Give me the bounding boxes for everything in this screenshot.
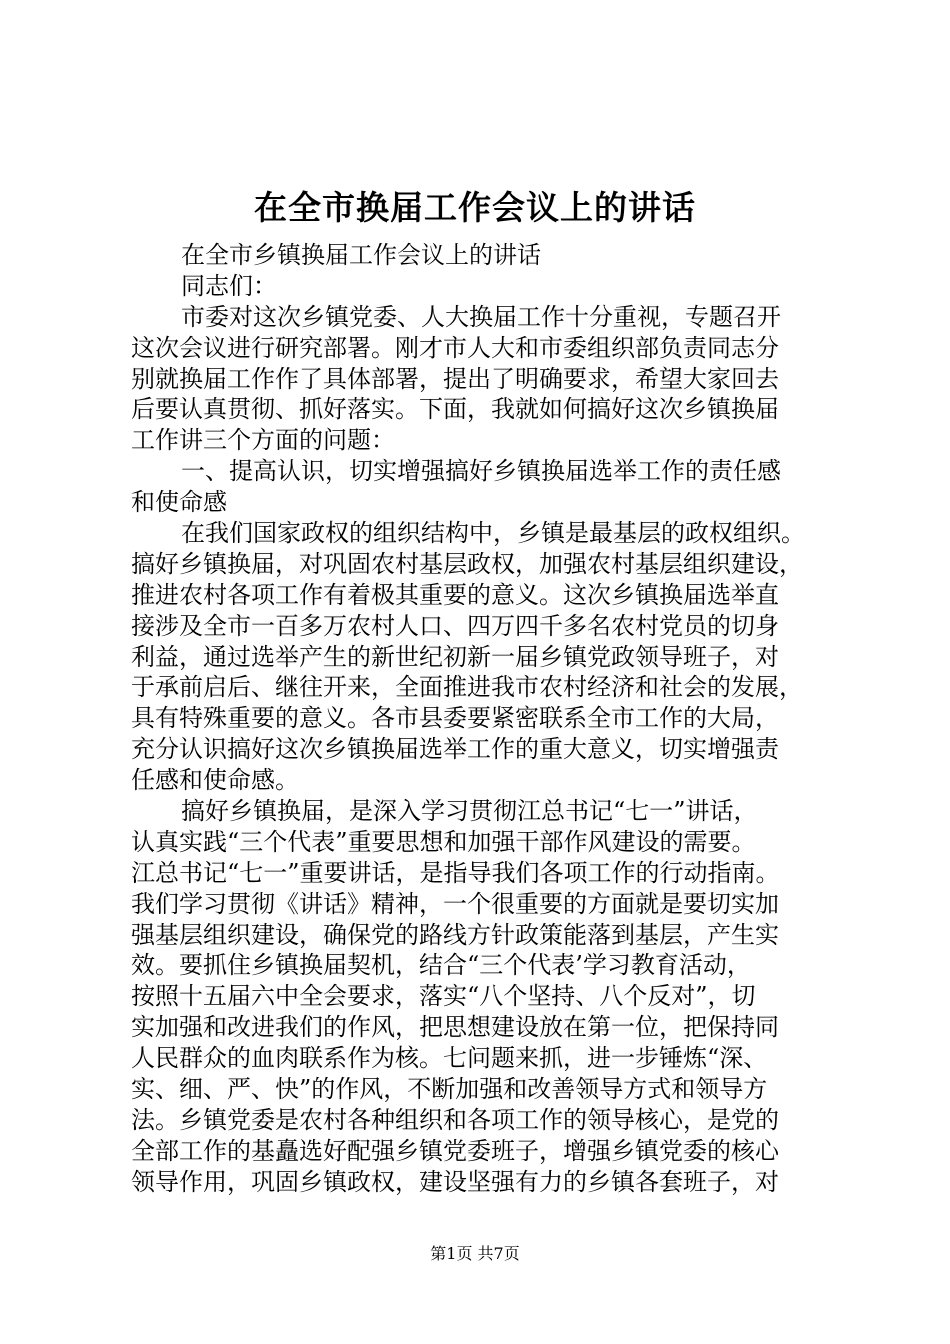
text-line: 江总书记“七一”重要讲话，是指导我们各项工作的行动指南。 — [131, 858, 780, 887]
text-line: 在我们国家政权的组织结构中，乡镇是最基层的政权组织。 — [181, 519, 805, 548]
text-line: 实加强和改进我们的作风，把思想建设放在第一位，把保持同 — [131, 1013, 779, 1042]
text-line: 人民群众的血肉联系作为核。七问题来抓，进一步锤炼“深、 — [131, 1044, 768, 1073]
text-line: 利益，通过选举产生的新世纪初新一届乡镇党政领导班子，对 — [131, 642, 779, 671]
text-line: 工作讲三个方面的问题： — [131, 426, 395, 455]
text-line: 具有特殊重要的意义。各市县委要紧密联系全市工作的大局， — [131, 704, 779, 733]
text-line: 这次会议进行研究部署。刚才市人大和市委组织部负责同志分 — [131, 333, 779, 362]
text-line: 接涉及全市一百多万农村人口、四万四千多名农村党员的切身 — [131, 611, 779, 640]
text-line: 全部工作的基矗选好配强乡镇党委班子，增强乡镇党委的核心 — [131, 1136, 779, 1165]
document-body — [131, 240, 831, 1198]
text-line: 强基层组织建设，确保党的路线方针政策能落到基层，产生实 — [131, 920, 779, 949]
text-line: 效。要抓住乡镇换届契机，结合“三个代表’学习教育活动， — [131, 951, 751, 980]
text-line: 认真实践“三个代表”重要思想和加强干部作风建设的需要。 — [131, 827, 756, 856]
text-line: 和使命感 — [131, 488, 227, 517]
text-line: 一、提高认识，切实增强搞好乡镇换届选举工作的责任感 — [181, 457, 781, 486]
text-line: 按照十五届六中全会要求，落实“八个坚持、八个反对”，切 — [131, 982, 756, 1011]
text-line: 领导作用，巩固乡镇政权，建设坚强有力的乡镇各套班子，对 — [131, 1167, 779, 1196]
text-line: 在全市乡镇换届工作会议上的讲话 — [181, 241, 541, 269]
text-line: 法。乡镇党委是农村各种组织和各项工作的领导核心，是党的 — [131, 1105, 779, 1134]
text-line: 市委对这次乡镇党委、人大换届工作十分重视，专题召开 — [181, 302, 781, 331]
text-line: 于承前启后、继往开来，全面推进我市农村经济和社会的发展， — [131, 673, 803, 702]
text-line: 后要认真贯彻、抓好落实。下面，我就如何搞好这次乡镇换届 — [131, 395, 779, 424]
page-footer: 第1页 共7页 — [430, 1244, 520, 1263]
document-title: 在全市换届工作会议上的讲话 — [254, 188, 696, 227]
text-line: 我们学习贯彻《讲话》精神，一个很重要的方面就是要切实加 — [131, 889, 779, 918]
text-line: 别就换届工作作了具体部署，提出了明确要求，希望大家回去 — [131, 364, 779, 393]
text-line: 搞好乡镇换届，对巩固农村基层政权，加强农村基层组织建设， — [131, 549, 803, 578]
text-line: 同志们： — [181, 271, 277, 300]
text-line: 搞好乡镇换届，是深入学习贯彻江总书记“七一”讲话， — [181, 797, 758, 826]
text-line: 任感和使命感。 — [131, 766, 299, 795]
text-line: 充分认识搞好这次乡镇换届选举工作的重大意义，切实增强责 — [131, 735, 779, 764]
text-line: 实、细、严、快”的作风，不断加强和改善领导方式和领导方 — [131, 1075, 768, 1104]
text-line: 推进农村各项工作有着极其重要的意义。这次乡镇换届选举直 — [131, 580, 779, 609]
